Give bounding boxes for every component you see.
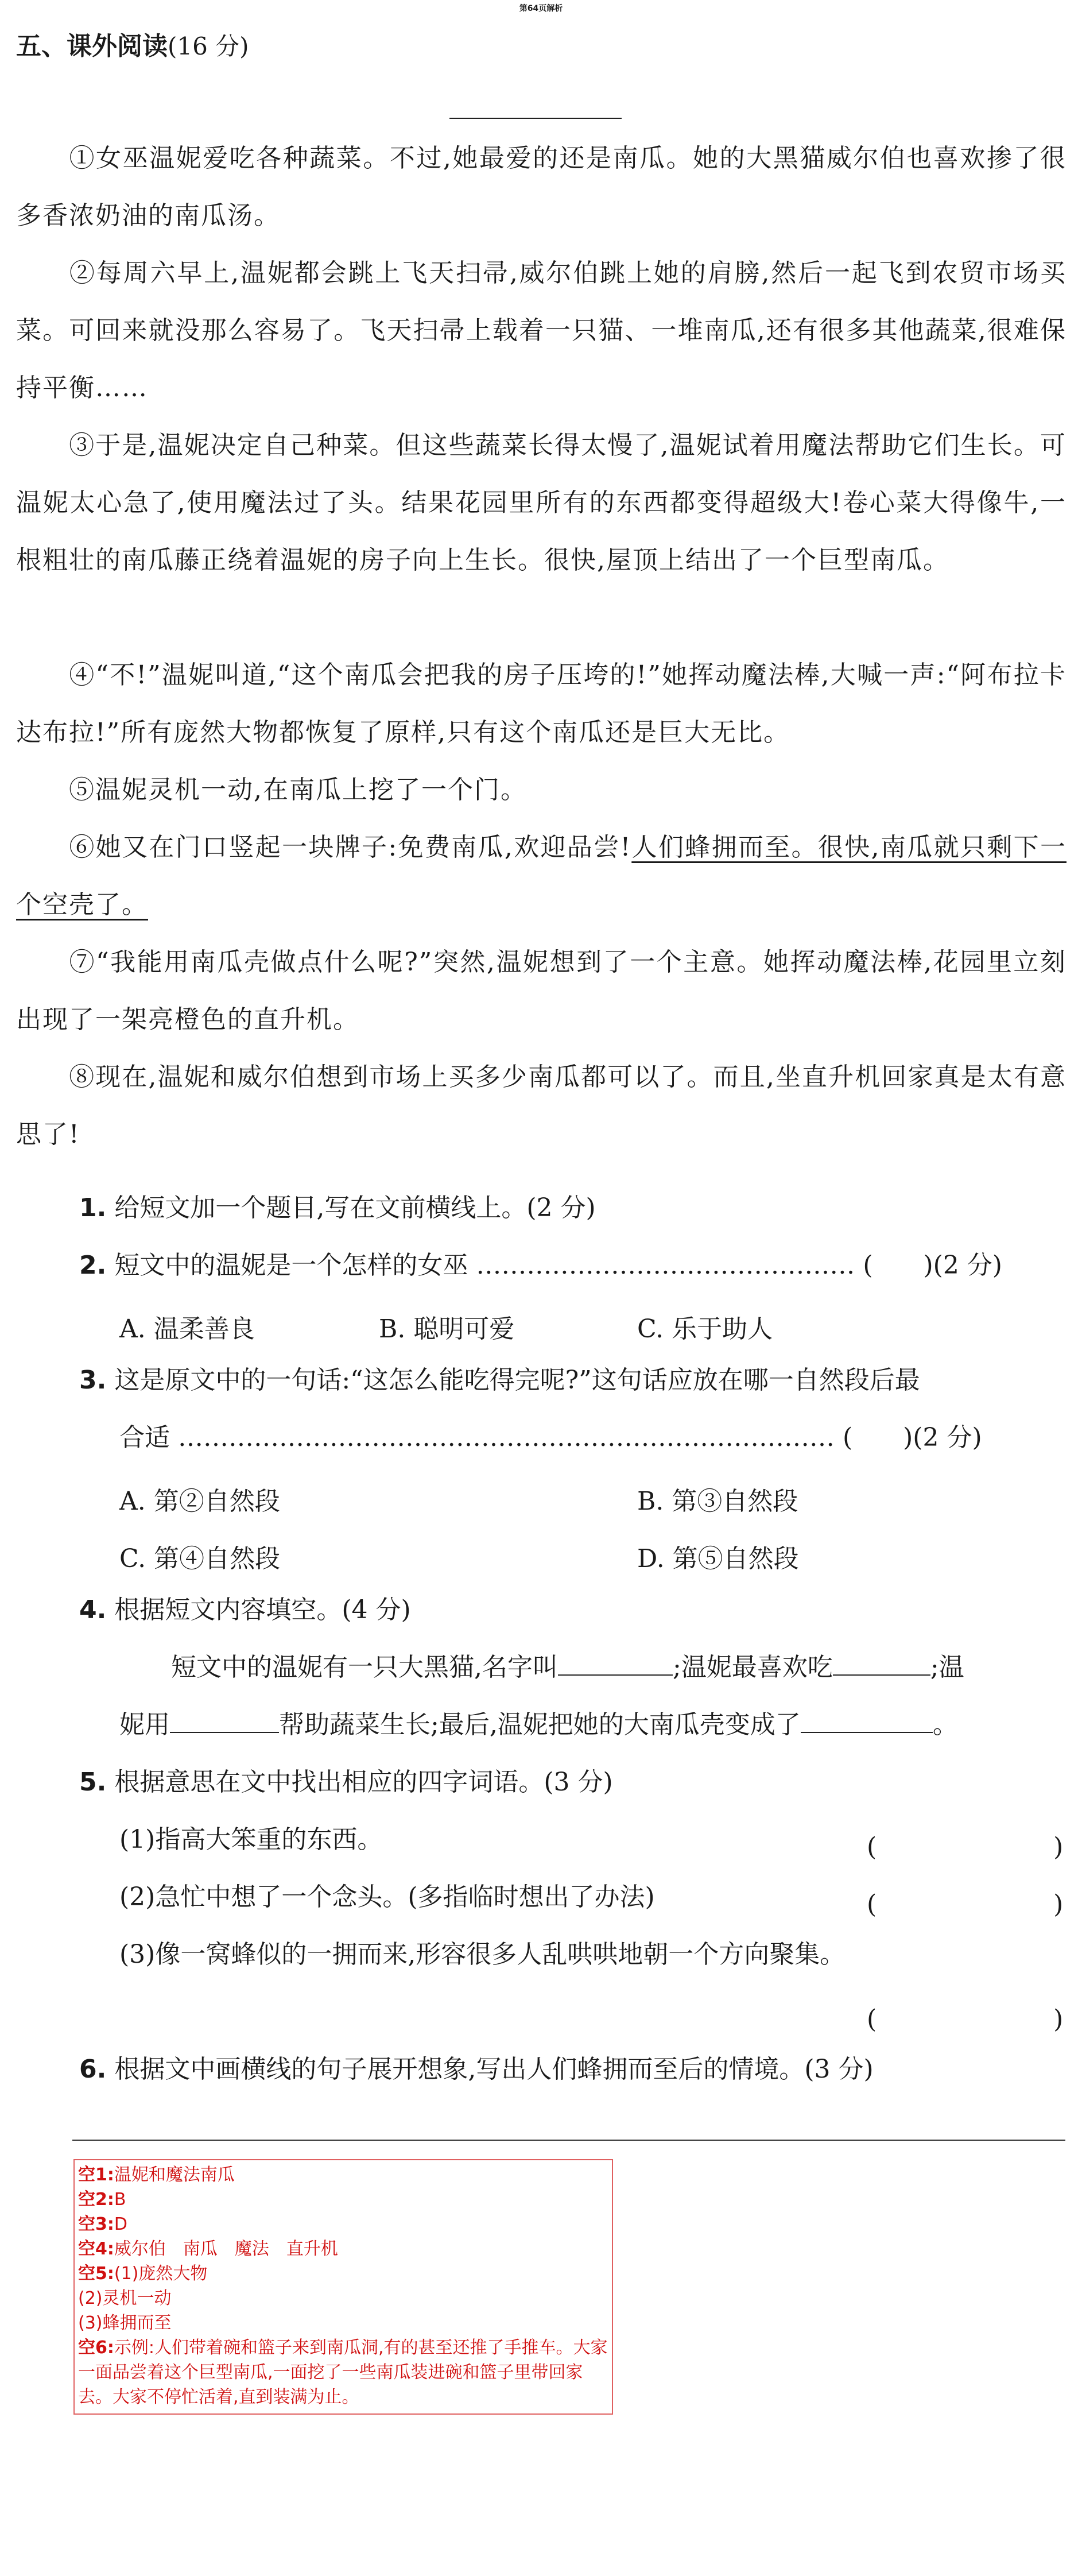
- item-2: (2)急忙中想了一个念头。(多指临时想出了办法): [119, 1882, 655, 1912]
- question-1: [79, 1181, 1067, 1236]
- option-b: B. 聪明可爱: [379, 1314, 515, 1344]
- option-a: A. 温柔善良: [119, 1314, 255, 1344]
- question-number: 5.: [79, 1767, 107, 1797]
- question-text: 短文中的温妮是一个怎样的女巫 ……………………………………… ( )(2 分): [114, 1251, 1002, 1280]
- option-c: C. 乐于助人: [637, 1314, 773, 1344]
- paragraph-8: ⑧现在,温妮和威尔伯想到市场上买多少南瓜都可以了。而且,坐直升机回家真是太有意思了!: [16, 1062, 1067, 1149]
- question-number: 4.: [79, 1595, 107, 1624]
- question-number: 2.: [79, 1251, 107, 1280]
- fill-blank[interactable]: [170, 1709, 279, 1733]
- question-number: 3.: [79, 1366, 107, 1395]
- paragraph-7: ⑦“我能用南瓜壳做点什么呢?”突然,温妮想到了一个主意。她挥动魔法棒,花园里立刻出现了一架亮橙色的直升机。: [16, 947, 1067, 1034]
- fill-blank[interactable]: [558, 1651, 673, 1676]
- question-text: 根据文中画横线的句子展开想象,写出人们蜂拥而至后的情境。(3 分): [114, 2055, 874, 2084]
- answer-row: 空5:(1)庞然大物: [78, 2264, 208, 2284]
- answer-row: 空2:B: [78, 2190, 126, 2210]
- question-text: 根据短文内容填空。(4 分): [114, 1595, 411, 1624]
- question-6: [79, 2042, 1067, 2097]
- option-c: C. 第④自然段: [119, 1544, 281, 1573]
- question-number: 1.: [79, 1193, 107, 1223]
- answer-row: (3)蜂拥而至: [78, 2313, 172, 2333]
- underlined-sentence: 人们蜂拥而至。很快,南瓜就只剩下一个空壳了。: [16, 833, 1067, 919]
- paragraph-3: ③于是,温妮决定自己种菜。但这些蔬菜长得太慢了,温妮试着用魔法帮助它们生长。可温妮太心急了,使用魔法过了头。结果花园里所有的东西都变得超级大!卷心菜大得像牛,一根粗壮的南瓜藤正绕着温妮的房子向上生长。很快,屋顶上结出了一个巨型南瓜。: [16, 431, 1067, 575]
- question-2: [79, 1238, 1067, 1293]
- paragraph-4: ④“不!”温妮叫道,“这个南瓜会把我的房子压垮的!”她挥动魔法棒,大喊一声:“阿布拉卡达布拉!”所有庞然大物都恢复了原样,只有这个南瓜还是巨大无比。: [16, 660, 1067, 747]
- fill-blank[interactable]: [833, 1651, 930, 1676]
- paragraph-6-text: ⑥她又在门口竖起一块牌子:免费南瓜,欢迎品尝!: [69, 833, 632, 862]
- option-a: A. 第②自然段: [119, 1487, 280, 1516]
- answer-row: (2)灵机一动: [78, 2288, 172, 2308]
- paragraph-5: ⑤温妮灵机一动,在南瓜上挖了一个门。: [69, 775, 527, 804]
- answer-row: 空6:示例:人们带着碗和篮子来到南瓜洞,有的甚至还推了手推车。大家一面品尝着这个巨型南瓜,一面挖了一些南瓜装进碗和篮子里带回家去。大家不停忙活着,直到装满为止。: [78, 2338, 608, 2407]
- option-d: D. 第⑤自然段: [637, 1544, 799, 1573]
- answer-writing-line: [72, 2140, 1065, 2141]
- answer-row: 空1:温妮和魔法南瓜: [78, 2165, 235, 2185]
- fill-blank[interactable]: [801, 1709, 933, 1733]
- fill-line-2: 妮用 帮助蔬菜生长;最后,温妮把她的大南瓜壳变成了 。: [119, 1710, 958, 1739]
- answer-paren[interactable]: ( ): [867, 1832, 1064, 1862]
- page-header-label: 第64页解析: [519, 4, 563, 13]
- answer-key-box: [73, 2159, 613, 2415]
- question-5: [79, 1755, 1067, 1810]
- question-text-line1: 这是原文中的一句话:“这怎么能吃得完呢?”这句话应放在哪一自然段后最: [114, 1366, 920, 1395]
- answer-row: 空4:威尔伯 南瓜 魔法 直升机: [78, 2239, 338, 2259]
- question-3-line2: 合适 …………………………………………………………………… ( )(2 分): [119, 1423, 982, 1452]
- question-text: 根据意思在文中找出相应的四字词语。(3 分): [114, 1767, 613, 1797]
- section-title-text: 五、课外阅读: [16, 32, 168, 61]
- answer-paren[interactable]: ( ): [867, 2005, 1064, 2034]
- question-text: 给短文加一个题目,写在文前横线上。(2 分): [114, 1193, 596, 1223]
- item-1: (1)指高大笨重的东西。: [119, 1825, 383, 1854]
- paragraph-6: [16, 819, 1067, 934]
- question-number: 6.: [79, 2055, 107, 2084]
- section-title: [16, 25, 249, 62]
- answer-paren[interactable]: ( ): [867, 1890, 1064, 1919]
- question-4: [79, 1583, 1067, 1638]
- paragraph-1: ①女巫温妮爱吃各种蔬菜。不过,她最爱的还是南瓜。她的大黑猫威尔伯也喜欢掺了很多香浓奶油的南瓜汤。: [16, 144, 1067, 230]
- option-b: B. 第③自然段: [637, 1487, 798, 1516]
- paragraph-2: ②每周六早上,温妮都会跳上飞天扫帚,威尔伯跳上她的肩膀,然后一起飞到农贸市场买菜。可回来就没那么容易了。飞天扫帚上载着一只猫、一堆南瓜,还有很多其他蔬菜,很难保持平衡……: [16, 258, 1067, 403]
- section-points: (16 分): [168, 32, 249, 60]
- fill-line-1: 短文中的温妮有一只大黑猫,名字叫 ;温妮最喜欢吃 ;温: [171, 1653, 964, 1682]
- question-3: [79, 1353, 1072, 1408]
- title-answer-line: [449, 118, 622, 119]
- answer-row: 空3:D: [78, 2214, 127, 2234]
- item-3: (3)像一窝蜂似的一拥而来,形容很多人乱哄哄地朝一个方向聚集。: [119, 1940, 846, 1969]
